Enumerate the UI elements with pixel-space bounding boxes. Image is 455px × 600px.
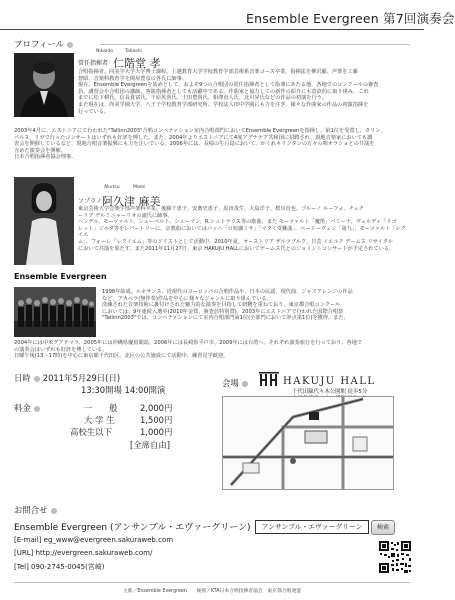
- date-label: 日時: [14, 373, 31, 383]
- fee-label-highschool: 高校生以下: [70, 427, 112, 437]
- conductor-ruby-given: Nikaido: [96, 49, 114, 54]
- conductor-photo: [14, 53, 74, 117]
- fee-label-student: 大 学 生: [84, 415, 115, 425]
- profile-heading: [14, 38, 73, 50]
- conductor-role: 常任指揮者: [78, 60, 109, 67]
- contact-dot-icon: [51, 508, 57, 514]
- soprano-ruby-given: Mami: [133, 185, 146, 190]
- ensemble-heading: Ensemble Evergreen: [14, 272, 107, 281]
- fee-row: [70, 426, 216, 438]
- ensemble-photo: [14, 287, 96, 337]
- contact-url[interactable]: [URL] http://evergreen.sakuraweb.com/: [14, 549, 153, 557]
- soprano-photo: [14, 177, 74, 265]
- search-button[interactable]: 検索: [371, 520, 395, 535]
- contact-heading-row: [14, 504, 57, 516]
- conductor-ruby-family: Takashi: [125, 49, 142, 54]
- soprano-ruby-family: Akutsu: [104, 185, 120, 190]
- venue-name: HAKUJU HALL: [283, 376, 376, 387]
- fee-label-general: 一 般: [84, 403, 118, 413]
- fee-row: [84, 402, 216, 414]
- venue-dot-icon: [242, 381, 248, 387]
- profile-heading-line: [100, 44, 410, 45]
- date-value: 2011年5月29日(日): [42, 373, 121, 383]
- conductor-name: 仁階堂 孝: [113, 57, 161, 70]
- contact-name: Ensemble Evergreen (アンサンブル・エヴァーグリーン): [14, 523, 251, 533]
- header-rule: [0, 29, 424, 30]
- fee-label: 料金: [14, 403, 31, 413]
- heading-dot-icon: [67, 42, 73, 48]
- fee-dot-icon: [34, 406, 40, 412]
- soprano-name: 阿久津 麻美: [102, 195, 161, 208]
- search-box[interactable]: アンサンブル・エヴァーグリーン: [255, 520, 369, 534]
- qr-code-icon[interactable]: [378, 540, 412, 574]
- venue-map: [222, 396, 394, 490]
- fee-price-general: 2,000円: [140, 403, 173, 413]
- venue-label: 会場: [222, 378, 239, 388]
- seating-note: [全席自由]: [130, 440, 171, 450]
- ensemble-bio-wide: 2004年には中米グアテマラ、2005年には沖縄県慶留間島、2006年には長崎県平戸市、2009年には台湾へ、それぞれ演奏旅行を行っており、各地で の演奏会はいずれも好評を博している。 日曜午後(13～17時)を中心に東京都千代田区、北区の公共施設にて活動中。練習見学歓迎。: [14, 340, 363, 360]
- fee-price-student: 1,500円: [140, 415, 173, 425]
- venue-label-row: [222, 377, 248, 389]
- fee-price-highschool: 1,000円: [140, 427, 173, 437]
- fee-label-row: [14, 402, 40, 414]
- date-dot-icon: [34, 376, 40, 382]
- date-row: [14, 372, 120, 384]
- concert-title: Ensemble Evergreen 第7回演奏会: [246, 11, 455, 26]
- hakuju-logo-icon: [259, 372, 279, 388]
- soprano-role: ソプラノ: [78, 198, 102, 205]
- footer-sponsors: 主催／Ensemble Evergreen 後援／KTA日本合唱指揮者協会 東京都合唱連盟: [122, 589, 302, 594]
- fee-row: [84, 414, 216, 426]
- conductor-bio: 合唱指揮者。同美学大学大学博士課程。上越教育大学学校教育学部芸術系音楽コース卒業。指揮法を柳沢顯、声楽を工藤 智昭、音楽科教育学を関屋豊彦の各氏に師事。 現在、Ensemble Evergreenを始めとして、およそ9つの合唱団の常任指揮者として指導にあたる他、各地でのコンクールの審査 員、講習会や合唱団の講師、客演指揮者としても活躍中である。作曲家と協力しての新作の紹介にも意欲的に取り組み、これ までに松下耕氏、信長貴富氏、千原英喜氏、土田豊貴氏、相澤直人氏、北川昇氏などの作品の初演を行う。 また現在は、尚美学園大学、八王子学校教育学部研究所、学校法人田中学園にも力を注ぎ、様々な作曲家の作品の初演指揮を 行っている。: [78, 69, 379, 115]
- contact-heading: お問合せ: [14, 505, 48, 515]
- contact-email[interactable]: [E-mail] eg_www@evergreen.sakuraweb.com: [14, 536, 174, 544]
- venue-access-1: 千代田線代々木公園駅 徒歩5分: [292, 389, 368, 395]
- time-value: 13:30開場 14:00開演: [81, 385, 166, 395]
- footer-rule: [14, 582, 410, 583]
- profile-heading-label: プロフィール: [14, 40, 65, 50]
- conductor-bio-wide: 2003年4月に、エストニアにて行われた"Tallinn2003"合唱コンペティション室内合唱部門においてEnsemble Evergreenを指揮し、第1位を受賞し、タリン、 パルヌ、リガで行ったコンサートはいずれも好評を博した。また、2004年よりエストニアにて4度アグナテア共和国に招聘され、現地音楽家においても講 習会を開催しているなど、現地合唱音楽振興にも力を注いでいる。2006年には、長崎の生月島において、かくれキリシタンの方々の唄オラショとの共演を 含めた演奏会を開催。 日本合唱指揮者協会理事。: [14, 128, 386, 161]
- soprano-bio: 東京芸術大学音楽学部声楽科卒業。後藤千恵子、安齋史恵子、原田茂生、大島洋子、桜川直也、ブルーノ ルーフォ、チェチ ーリア デルミニャーリオの諸氏に師事。 ヘンデル、モーツァルト、シューベルト、シューマン、R.シュトラウス等の歌曲、また モーツァルト「魔笛」パミーナ、ヴェルディ「リゴ レット」ジルダ等をレパートリーに、宗教曲においてはバッハ「ロ短調ミサ」「マタイ受難曲」、ペートーヴェン「第九」、モーツァルト「レクイエ ム」、フォーレ「レクイエム」等のソリストとして活動中。2010年夏、オーストリア ザルツブルク、日芸 イエルク デームス リサイタル において共演を果たす。また2011年11月27日、東京 HAKUJU HALLにおいてデームス氏とのジョイントコンサートが予定されている。: [78, 206, 406, 252]
- ensemble-bio: 1998年結成。ルネサンス、近現代のヨーロッパの合唱作品や、日本の民謡、現代曲、ジャズアレンジの作品 など、アカペラ(無伴奏)作品を中心に様々なジャンルに取り組んでいる。 洗練された音楽技術に裏付けされた魅力的な演奏を目指して研鑽を重ねており、東京都合唱コンクール においては、9年連続入選中(2010年金賞、審査員特別賞)。2003年にエストニアで行われた国際合唱祭 "Tallinn2003"では、コンペティションにて室内合唱部門第1位(全部門において評点第1位)を獲得。また、: [102, 289, 353, 322]
- contact-tel: [Tel] 090-2745-0045(宮崎): [14, 563, 105, 571]
